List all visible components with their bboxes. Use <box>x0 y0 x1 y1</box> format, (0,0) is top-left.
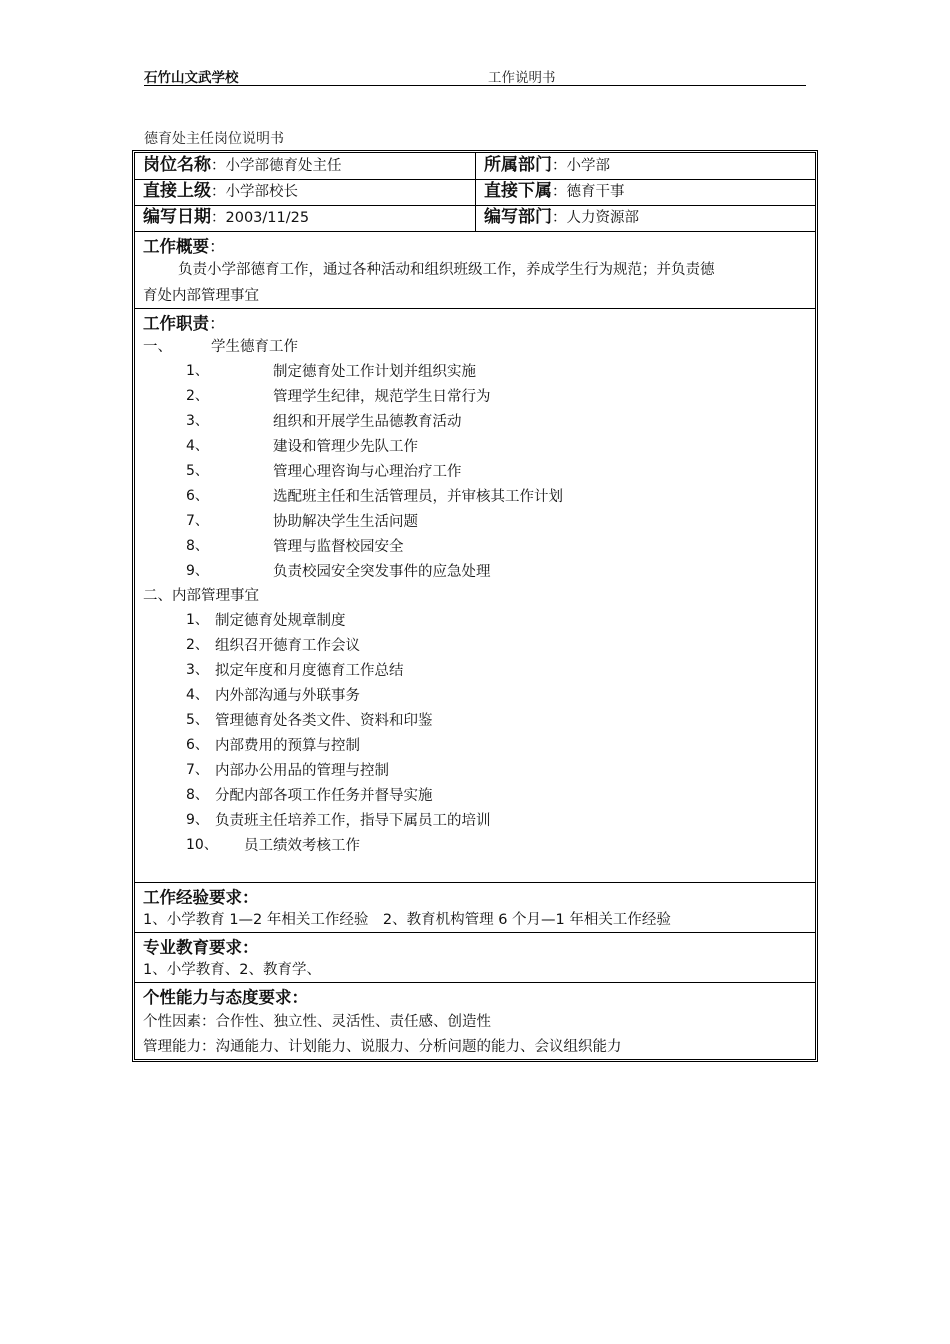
superior-field: 直接上级：小学部校长 <box>143 181 298 201</box>
list-item-text: 管理与监督校园安全 <box>273 539 404 555</box>
list-item-text: 员工绩效考核工作 <box>244 838 360 854</box>
list-item-number: 1、 <box>186 363 209 379</box>
document-title: 德育处主任岗位说明书 <box>144 131 284 147</box>
personality-line2: 管理能力：沟通能力、计划能力、说服力、分析问题的能力、会议组织能力 <box>143 1039 622 1055</box>
list-item-text: 内部费用的预算与控制 <box>215 738 360 754</box>
list-item-text: 分配内部各项工作任务并督导实施 <box>215 788 433 804</box>
personality-heading: 个性能力与态度要求： <box>143 988 308 1007</box>
position-value: 小学部德育处主任 <box>225 158 342 174</box>
list-item-text: 建设和管理少先队工作 <box>273 439 418 455</box>
experience-heading: 工作经验要求： <box>143 888 259 907</box>
list-item-number: 10、 <box>186 837 218 853</box>
list-item-number: 5、 <box>186 712 209 728</box>
list-item-text: 组织召开德育工作会议 <box>215 638 360 654</box>
department-value: 小学部 <box>566 158 610 174</box>
list-item-number: 8、 <box>186 787 209 803</box>
department-field: 所属部门：小学部 <box>484 155 610 175</box>
list-item-text: 组织和开展学生品德教育活动 <box>273 414 462 430</box>
superior-value: 小学部校长 <box>225 184 298 200</box>
list-item-number: 9、 <box>186 812 209 828</box>
experience-text: 1、小学教育 1—2 年相关工作经验 2、教育机构管理 6 个月—1 年相关工作经验 <box>143 912 671 928</box>
page-header <box>144 64 806 86</box>
school-name: 石竹山文武学校 <box>144 70 239 86</box>
list-item-text: 管理心理咨询与心理治疗工作 <box>273 464 462 480</box>
subordinate-value: 德育干事 <box>566 184 625 200</box>
list-item-text: 内部办公用品的管理与控制 <box>215 763 389 779</box>
author-dept-value: 人力资源部 <box>566 210 639 226</box>
list-item-number: 4、 <box>186 438 209 454</box>
summary-heading: 工作概要： <box>143 237 226 256</box>
personality-line1: 个性因素：合作性、独立性、灵活性、责任感、创造性 <box>143 1014 491 1030</box>
list-item-text: 制定德育处规章制度 <box>215 613 346 629</box>
document-type: 工作说明书 <box>488 70 556 86</box>
position-field: 岗位名称：小学部德育处主任 <box>143 155 342 175</box>
subordinate-field: 直接下属：德育干事 <box>484 181 625 201</box>
summary-text-line1: 负责小学部德育工作，通过各种活动和组织班级工作，养成学生行为规范；并负责德 <box>178 262 715 278</box>
list-item-number: 8、 <box>186 538 209 554</box>
summary-text-line2: 育处内部管理事宜 <box>143 288 259 304</box>
list-item-number: 2、 <box>186 388 209 404</box>
education-text: 1、小学教育、2、教育学、 <box>143 962 321 978</box>
section2-title: 二、内部管理事宜 <box>143 588 259 604</box>
list-item-text: 负责校园安全突发事件的应急处理 <box>273 564 491 580</box>
list-item-number: 6、 <box>186 488 209 504</box>
education-heading: 专业教育要求： <box>143 938 259 957</box>
date-field: 编写日期：2003/11/25 <box>143 207 310 227</box>
list-item-number: 7、 <box>186 762 209 778</box>
list-item-number: 7、 <box>186 513 209 529</box>
list-item-number: 3、 <box>186 662 209 678</box>
list-item-number: 4、 <box>186 687 209 703</box>
date-value: 2003/11/25 <box>225 210 310 226</box>
list-item-number: 1、 <box>186 612 209 628</box>
section1-title: 学生德育工作 <box>211 339 298 355</box>
author-dept-field: 编写部门：人力资源部 <box>484 207 639 227</box>
section1-number: 一、 <box>143 339 172 355</box>
list-item-text: 制定德育处工作计划并组织实施 <box>273 364 476 380</box>
duties-heading: 工作职责： <box>143 314 226 333</box>
list-item-number: 2、 <box>186 637 209 653</box>
list-item-text: 管理德育处各类文件、资料和印鉴 <box>215 713 433 729</box>
list-item-text: 管理学生纪律，规范学生日常行为 <box>273 389 491 405</box>
list-item-text: 选配班主任和生活管理员，并审核其工作计划 <box>273 489 563 505</box>
list-item-number: 6、 <box>186 737 209 753</box>
list-item-number: 9、 <box>186 563 209 579</box>
list-item-text: 内外部沟通与外联事务 <box>215 688 360 704</box>
list-item-text: 拟定年度和月度德育工作总结 <box>215 663 404 679</box>
list-item-text: 协助解决学生生活问题 <box>273 514 418 530</box>
list-item-number: 3、 <box>186 413 209 429</box>
list-item-number: 5、 <box>186 463 209 479</box>
list-item-text: 负责班主任培养工作，指导下属员工的培训 <box>215 813 491 829</box>
